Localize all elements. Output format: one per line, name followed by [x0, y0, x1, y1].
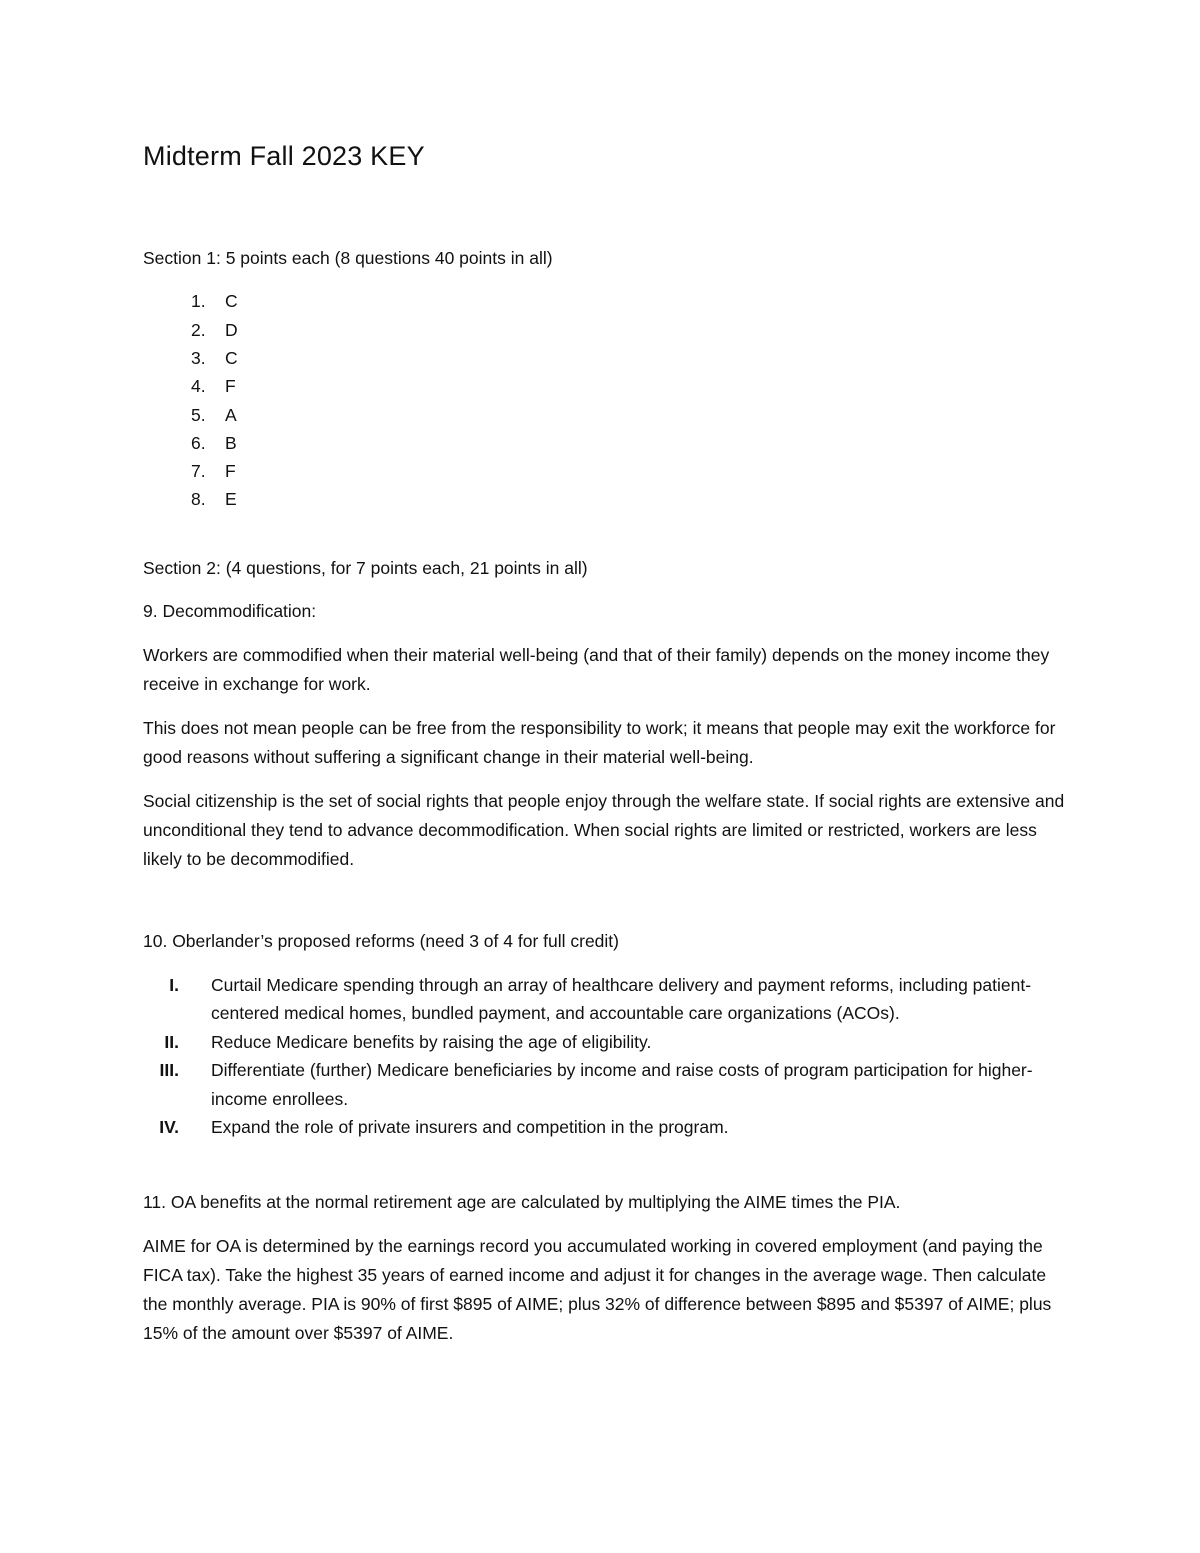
question-11-paragraph-1: AIME for OA is determined by the earnings record you accumulated working in covered employment (and paying the FICA tax). Take the highest 35 years of earned income and adjust it for changes in the average wage. Then calculate the monthly average. PIA is 90% of first $895 of AIME; plus 32% of difference between $895 and $5397 of AIME; plus 15% of the amount over $5397 of AIME. [143, 1235, 1052, 1343]
answer-value: F [225, 461, 236, 482]
reform-item [143, 1028, 1068, 1057]
answer-value: B [225, 432, 237, 453]
document-content [143, 140, 1068, 1363]
section-2-heading: Section 2: (4 questions, for 7 points each, 21 points in all) [143, 557, 588, 578]
answer-item [143, 401, 1068, 429]
answer-value: F [225, 376, 236, 397]
answer-number: 2. [191, 319, 206, 340]
reform-item [143, 1113, 1068, 1142]
reform-number: III. [159, 1060, 179, 1081]
section-1-heading: Section 1: 5 points each (8 questions 40 points in all) [143, 248, 553, 269]
question-10-reform-list [143, 971, 1068, 1142]
question-9-paragraph-2: This does not mean people can be free from the responsibility to work; it means that people may exit the workforce for good reasons without suffering a significant change in their material well-being. [143, 717, 1056, 767]
answer-item [143, 429, 1068, 457]
answer-number: 4. [191, 376, 206, 397]
reform-text: Expand the role of private insurers and competition in the program. [211, 1117, 729, 1138]
reform-item [143, 1056, 1068, 1113]
reform-number: I. [169, 974, 179, 995]
answer-number: 8. [191, 489, 206, 510]
answer-number: 1. [191, 291, 206, 312]
question-9-paragraph-1: Workers are commodified when their material well-being (and that of their family) depends on the money income they receive in exchange for work. [143, 644, 1050, 694]
reform-number: II. [164, 1031, 179, 1052]
answer-number: 5. [191, 404, 206, 425]
answer-number: 3. [191, 347, 206, 368]
answer-item [143, 344, 1068, 372]
answer-item [143, 457, 1068, 485]
answer-item [143, 372, 1068, 400]
reform-item [143, 971, 1068, 1028]
answer-value: D [225, 319, 238, 340]
answer-item [143, 485, 1068, 513]
reform-text: Differentiate (further) Medicare beneficiaries by income and raise costs of program participation for higher-income enrollees. [211, 1060, 1033, 1109]
answer-number: 6. [191, 432, 206, 453]
section-1-answer-list [143, 287, 1068, 513]
question-10-heading: 10. Oberlander’s proposed reforms (need 3 of 4 for full credit) [143, 930, 619, 951]
reform-text: Curtail Medicare spending through an array of healthcare delivery and payment reforms, including patient-centered medical homes, bundled payment, and accountable care organizations (ACOs). [211, 974, 1032, 1024]
answer-number: 7. [191, 461, 206, 482]
answer-value: E [225, 489, 237, 510]
question-9-heading: 9. Decommodification: [143, 600, 317, 621]
document-title: Midterm Fall 2023 KEY [143, 141, 425, 171]
answer-value: C [225, 347, 238, 368]
spacer [143, 889, 1068, 927]
answer-value: C [225, 291, 238, 312]
question-11-heading: 11. OA benefits at the normal retirement age are calculated by multiplying the AIME times the PIA. [143, 1191, 901, 1212]
answer-value: A [225, 404, 237, 425]
answer-item [143, 316, 1068, 344]
answer-item [143, 287, 1068, 315]
reform-text: Reduce Medicare benefits by raising the age of eligibility. [211, 1031, 652, 1052]
reform-number: IV. [159, 1117, 179, 1138]
question-9-paragraph-3: Social citizenship is the set of social rights that people enjoy through the welfare state. If social rights are extensive and unconditional they tend to advance decommodification. When social rights are limited or restricted, workers are less likely to be decommodified. [143, 790, 1065, 869]
